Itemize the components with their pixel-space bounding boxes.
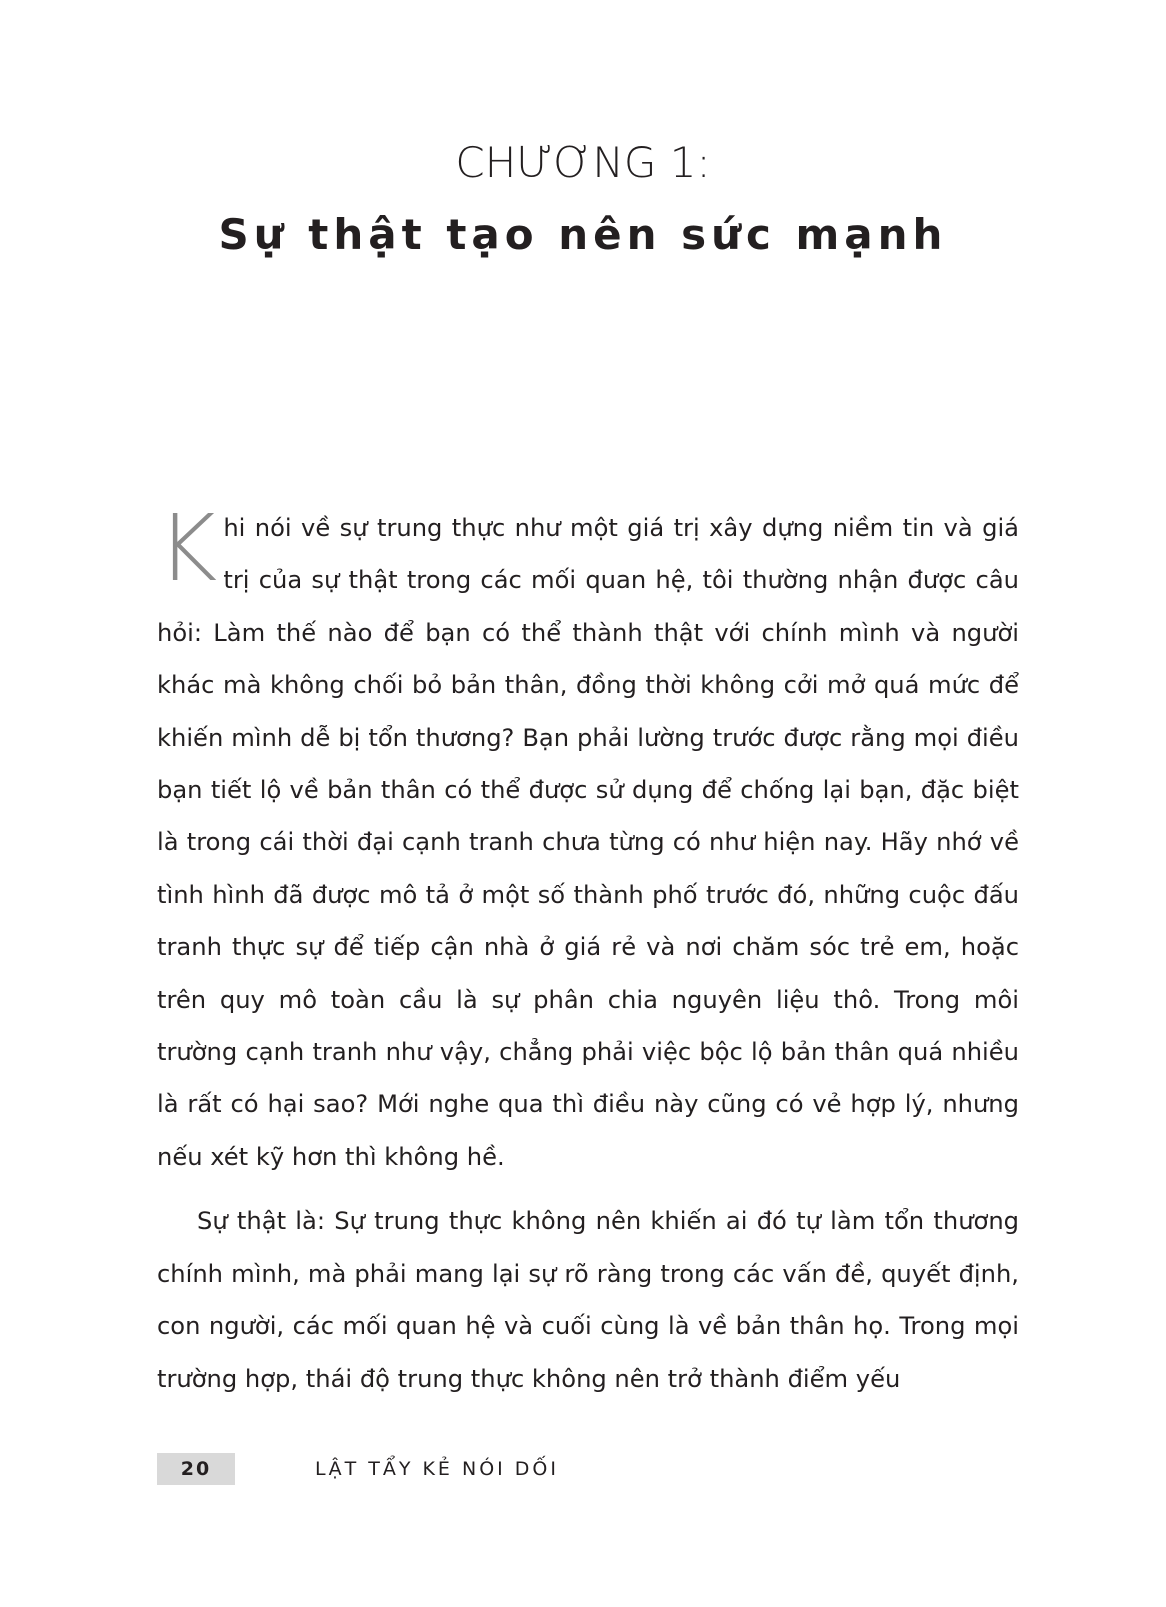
paragraph-1-text: hi nói về sự trung thực như một giá trị xây dựng niềm tin và giá trị của sự thật trong các mối quan hệ, tôi thường nhận được câu hỏi: Làm thế nào để bạn có thể thành thật với chính mình và người khác mà không chối bỏ bản thân, đồng thời không cởi mở quá mức để khiến mình dễ bị tổn thương? Bạn phải lường trước được rằng mọi điều bạn tiết lộ về bản thân có thể được sử dụng để chống lại bạn, đặc biệt là trong cái thời đại cạnh tranh chưa từng có như hiện nay. Hãy nhớ về tình hình đã được mô tả ở một số thành phố trước đó, những cuộc đấu tranh thực sự để tiếp cận nhà ở giá rẻ và nơi chăm sóc trẻ em, hoặc trên quy mô toàn cầu là sự phân chia nguyên liệu thô. Trong môi trường cạnh tranh như vậy, chẳng phải việc bộc lộ bản thân quá nhiều là rất có hại sao? Mới nghe qua thì điều này cũng có vẻ hợp lý, nhưng nếu xét kỹ hơn thì không hề. — [157, 514, 1019, 1171]
page-footer — [157, 1453, 559, 1485]
page-number: 20 — [157, 1453, 235, 1485]
chapter-label: CHƯƠNG 1: — [455, 138, 711, 187]
paragraph-2: Sự thật là: Sự trung thực không nên khiến ai đó tự làm tổn thương chính mình, mà phải mang lại sự rõ ràng trong các vấn đề, quyết định, con người, các mối quan hệ và cuối cùng là về bản thân họ. Trong mọi trường hợp, thái độ trung thực không nên trở thành điểm yếu — [157, 1207, 1019, 1393]
drop-cap: K — [157, 495, 218, 602]
chapter-title: Sự thật tạo nên sức mạnh — [218, 210, 948, 259]
paragraph-1 — [157, 495, 1019, 1183]
body-text — [157, 495, 1019, 1405]
running-title: LẬT TẨY KẺ NÓI DỐI — [315, 1458, 559, 1480]
